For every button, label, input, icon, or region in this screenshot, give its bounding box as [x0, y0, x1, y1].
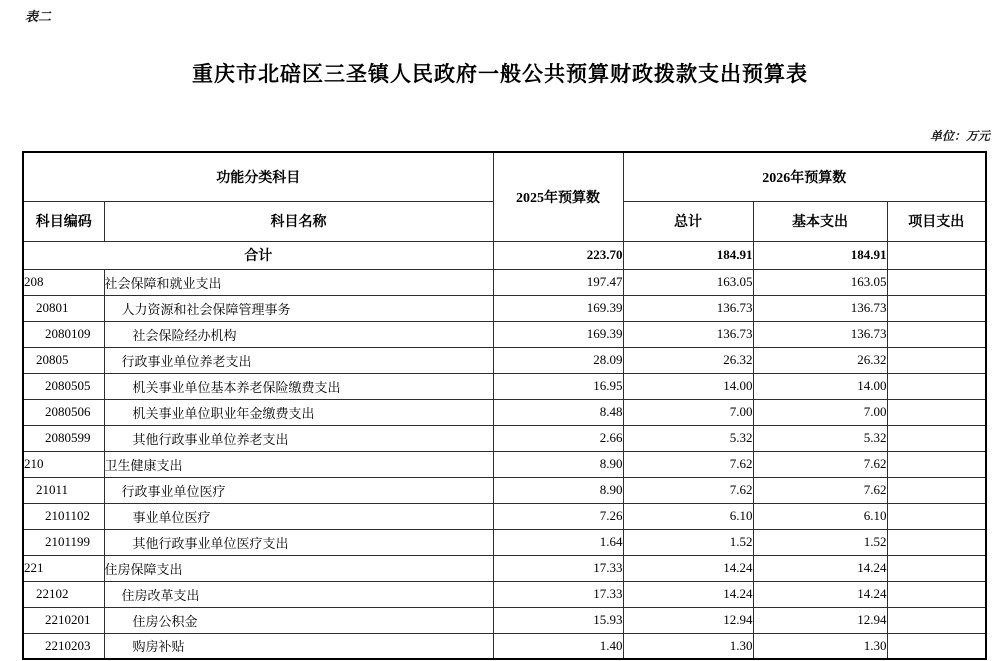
- subject-name-cell: 事业单位医疗: [104, 503, 493, 529]
- basic-2026-cell: 14.24: [753, 555, 887, 581]
- project-2026-cell: [887, 347, 986, 373]
- basic-2026-cell: 136.73: [753, 321, 887, 347]
- table-row: [23, 529, 986, 555]
- total-basic-2026-cell: 184.91: [753, 241, 887, 269]
- basic-2026-cell: 26.32: [753, 347, 887, 373]
- header-budget-2025: 2025年预算数: [493, 152, 623, 241]
- budget-table: [22, 151, 987, 660]
- subject-code-cell: 2210201: [23, 607, 104, 633]
- budget-rows: [23, 241, 986, 659]
- subject-code-cell: 2080505: [23, 373, 104, 399]
- total-2026-cell: 7.00: [623, 399, 753, 425]
- table-row: [23, 555, 986, 581]
- basic-2026-cell: 12.94: [753, 607, 887, 633]
- table-row: [23, 295, 986, 321]
- basic-2026-cell: 7.62: [753, 451, 887, 477]
- total-2026-cell: 6.10: [623, 503, 753, 529]
- subject-code-cell: 21011: [23, 477, 104, 503]
- header-project-expenditure: 项目支出: [887, 201, 986, 241]
- basic-2026-cell: 1.52: [753, 529, 887, 555]
- budget-2025-cell: 8.48: [493, 399, 623, 425]
- table-row: [23, 607, 986, 633]
- subject-name-cell: 人力资源和社会保障管理事务: [104, 295, 493, 321]
- subject-code-cell: 2080599: [23, 425, 104, 451]
- budget-2025-cell: 15.93: [493, 607, 623, 633]
- basic-2026-cell: 6.10: [753, 503, 887, 529]
- budget-2025-cell: 197.47: [493, 269, 623, 295]
- budget-2025-cell: 8.90: [493, 451, 623, 477]
- subject-name-cell: 机关事业单位基本养老保险缴费支出: [104, 373, 493, 399]
- project-2026-cell: [887, 633, 986, 659]
- budget-2025-cell: 8.90: [493, 477, 623, 503]
- header-budget-2026: 2026年预算数: [623, 152, 986, 201]
- budget-2025-cell: 7.26: [493, 503, 623, 529]
- subject-code-cell: 22102: [23, 581, 104, 607]
- subject-name-cell: 社会保险经办机构: [104, 321, 493, 347]
- total-2026-cell: 12.94: [623, 607, 753, 633]
- header-row-group: [23, 152, 986, 201]
- budget-2025-cell: 2.66: [493, 425, 623, 451]
- project-2026-cell: [887, 373, 986, 399]
- subject-name-cell: 社会保障和就业支出: [104, 269, 493, 295]
- subject-code-cell: 20805: [23, 347, 104, 373]
- table-row: [23, 581, 986, 607]
- subject-name-cell: 卫生健康支出: [104, 451, 493, 477]
- table-row: [23, 321, 986, 347]
- subject-name-cell: 住房保障支出: [104, 555, 493, 581]
- header-total-2026: 总计: [623, 201, 753, 241]
- header-subject-name: 科目名称: [104, 201, 493, 241]
- table-row: [23, 425, 986, 451]
- budget-2025-cell: 1.40: [493, 633, 623, 659]
- project-2026-cell: [887, 529, 986, 555]
- budget-2025-cell: 169.39: [493, 321, 623, 347]
- total-row-label: 合计: [23, 241, 493, 269]
- total-2026-cell: 26.32: [623, 347, 753, 373]
- budget-2025-cell: 17.33: [493, 581, 623, 607]
- total-2026-cell: 7.62: [623, 477, 753, 503]
- header-subject-code: 科目编码: [23, 201, 104, 241]
- basic-2026-cell: 7.00: [753, 399, 887, 425]
- total-2026-cell: 14.00: [623, 373, 753, 399]
- total-2026-cell: 1.52: [623, 529, 753, 555]
- total-budget-2025-cell: 223.70: [493, 241, 623, 269]
- subject-name-cell: 住房公积金: [104, 607, 493, 633]
- subject-name-cell: 其他行政事业单位养老支出: [104, 425, 493, 451]
- page-title: 重庆市北碚区三圣镇人民政府一般公共预算财政拨款支出预算表: [192, 62, 808, 86]
- header-functional-category: 功能分类科目: [23, 152, 493, 201]
- subject-code-cell: 210: [23, 451, 104, 477]
- project-2026-cell: [887, 477, 986, 503]
- project-2026-cell: [887, 321, 986, 347]
- basic-2026-cell: 136.73: [753, 295, 887, 321]
- unit-note: 单位：万元: [929, 129, 990, 143]
- subject-code-cell: 221: [23, 555, 104, 581]
- project-2026-cell: [887, 607, 986, 633]
- basic-2026-cell: 163.05: [753, 269, 887, 295]
- total-2026-cell: 163.05: [623, 269, 753, 295]
- total-2026-cell: 136.73: [623, 295, 753, 321]
- table-row: [23, 373, 986, 399]
- project-2026-cell: [887, 269, 986, 295]
- project-2026-cell: [887, 503, 986, 529]
- project-2026-cell: [887, 555, 986, 581]
- subject-name-cell: 其他行政事业单位医疗支出: [104, 529, 493, 555]
- project-2026-cell: [887, 399, 986, 425]
- total-2026-cell: 5.32: [623, 425, 753, 451]
- total-total-2026-cell: 184.91: [623, 241, 753, 269]
- header-basic-expenditure: 基本支出: [753, 201, 887, 241]
- budget-2025-cell: 16.95: [493, 373, 623, 399]
- subject-code-cell: 2080506: [23, 399, 104, 425]
- sheet-label: 表二: [25, 9, 52, 24]
- subject-code-cell: 2080109: [23, 321, 104, 347]
- subject-code-cell: 2101102: [23, 503, 104, 529]
- budget-2025-cell: 1.64: [493, 529, 623, 555]
- project-2026-cell: [887, 451, 986, 477]
- subject-name-cell: 机关事业单位职业年金缴费支出: [104, 399, 493, 425]
- table-header: [23, 152, 986, 241]
- project-2026-cell: [887, 425, 986, 451]
- total-2026-cell: 14.24: [623, 555, 753, 581]
- table-row: [23, 347, 986, 373]
- table-row: [23, 477, 986, 503]
- subject-name-cell: 行政事业单位医疗: [104, 477, 493, 503]
- subject-name-cell: 住房改革支出: [104, 581, 493, 607]
- basic-2026-cell: 14.24: [753, 581, 887, 607]
- total-2026-cell: 136.73: [623, 321, 753, 347]
- total-2026-cell: 1.30: [623, 633, 753, 659]
- project-2026-cell: [887, 295, 986, 321]
- table-row: [23, 269, 986, 295]
- total-2026-cell: 7.62: [623, 451, 753, 477]
- table-row: [23, 633, 986, 659]
- table-row: [23, 503, 986, 529]
- subject-name-cell: 购房补贴: [104, 633, 493, 659]
- subject-code-cell: 2101199: [23, 529, 104, 555]
- subject-code-cell: 2210203: [23, 633, 104, 659]
- total-project-2026-cell: [887, 241, 986, 269]
- budget-2025-cell: 169.39: [493, 295, 623, 321]
- total-2026-cell: 14.24: [623, 581, 753, 607]
- total-row: [23, 241, 986, 269]
- basic-2026-cell: 14.00: [753, 373, 887, 399]
- basic-2026-cell: 1.30: [753, 633, 887, 659]
- basic-2026-cell: 7.62: [753, 477, 887, 503]
- subject-code-cell: 208: [23, 269, 104, 295]
- basic-2026-cell: 5.32: [753, 425, 887, 451]
- project-2026-cell: [887, 581, 986, 607]
- subject-code-cell: 20801: [23, 295, 104, 321]
- table-row: [23, 451, 986, 477]
- table-row: [23, 399, 986, 425]
- budget-2025-cell: 17.33: [493, 555, 623, 581]
- budget-2025-cell: 28.09: [493, 347, 623, 373]
- subject-name-cell: 行政事业单位养老支出: [104, 347, 493, 373]
